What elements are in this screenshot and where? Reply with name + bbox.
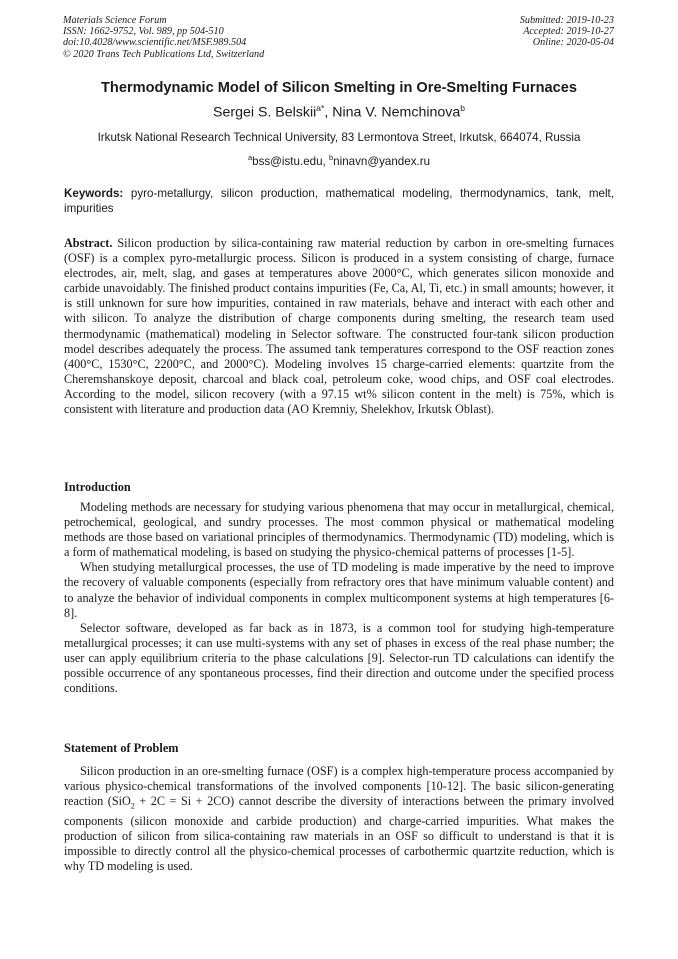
formula-sio: SiO (111, 794, 131, 809)
author-1-affil-marker: a* (316, 103, 325, 113)
keywords-block (64, 186, 614, 216)
email-a[interactable]: bss@istu.edu (252, 154, 323, 168)
author-separator: , (324, 104, 333, 121)
author-1: Sergei S. Belskii (213, 104, 317, 121)
reaction-formula (111, 794, 231, 811)
introduction-body (64, 500, 614, 696)
email-b-marker: b (329, 153, 334, 162)
affiliation: Irkutsk National Research Technical University, 83 Lermontova Street, Irkutsk, 664074, Russia (97, 131, 581, 144)
abstract-block (64, 236, 614, 417)
problem-body (64, 764, 614, 874)
email-a-marker: a (247, 153, 253, 162)
problem-heading: Statement of Problem (64, 741, 179, 755)
journal-info (63, 15, 264, 60)
email-line (40, 153, 638, 168)
accepted-date: Accepted: 2019-10-27 (523, 26, 614, 38)
keywords-text: pyro-metallurgy, silicon production, mathematical modeling, thermodynamics, tank, melt, impurities (64, 187, 614, 215)
publication-dates (520, 15, 614, 49)
problem-paragraph-1 (64, 764, 614, 874)
introduction-paragraph-1: Modeling methods are necessary for studying various phenomena that may occur in metallurgical, chemical, petrochemical, geological, and sundry processes. The most common physical or mathematical modeling methods are those based on variational principles of thermodynamics. Thermodynamic (TD) modeling, which is a form of mathematical modeling, is based on studying the physico-chemical patterns of processes [1-5]. (64, 500, 614, 560)
journal-issn: ISSN: 1662-9752, Vol. 989, pp 504-510 (63, 26, 224, 38)
keywords-label: Keywords: (64, 187, 124, 200)
online-date: Online: 2020-05-04 (532, 37, 614, 49)
introduction-heading: Introduction (64, 480, 131, 494)
abstract-label: Abstract. (64, 236, 113, 250)
author-2-affil-marker: b (460, 103, 465, 113)
formula-subscript: 2 (130, 801, 135, 811)
email-b[interactable]: ninavn@yandex.ru (333, 154, 431, 168)
abstract-text: Silicon production by silica-containing raw material reduction by carbon in ore-smelting furnaces (OSF) is a complex pyro-metallurgic process. Silicon is produced in a system consisting of charge, furnace electrodes, air, melt, slag, and gases at temperatures above 2000°C, which generates silicon monoxide and carbide unavoidably. The finished product contains impurities (Fe, Ca, Al, Ti, etc.) in small amounts; however, it is still unknown for sure how impurities, contained in raw materials, behave and interact with each other and with silicon. To analyze the distribution of charge components during smelting, the research team used thermodynamic (mathematical) modeling in Selector software. The constructed four-tank silicon production model describes adequately the process. The assumed tank temperatures correspond to the OSF reaction zones (400°C, 1530°C, 2200°C, and 2000°C). Modeling involves 15 charge-carried elements: quartzite from the Cheremshanskoye deposit, charcoal and black coal, petroleum coke, wood chips, and OSF coal electrodes. According to the model, silicon recovery (with a 97.15 wt% silicon content in the melt) is 75%, which is consistent with literature and production data (AO Kremniy, Shelekhov, Irkutsk Oblast). (64, 236, 615, 417)
journal-doi: doi:10.4028/www.scientific.net/MSF.989.504 (63, 37, 247, 49)
paper-title: Thermodynamic Model of Silicon Smelting in Ore-Smelting Furnaces (101, 80, 577, 96)
problem-text-b: ) cannot describe the diversity of interactions between the primary involved components (silicon monoxide and carbide production) and charge-carried impurities. What makes the production of silicon from silica-containing raw materials in an OSF so difficult to understand is that it is impossible to directly control all the physico-chemical processes of carbothermic quartzite reduction, which is why TD modeling is used. (64, 794, 615, 873)
problem-text-a: Silicon production in an ore-smelting furnace (OSF) is a complex high-temperature process accompanied by various physico-chemical transformations of the involved components [10-12]. The basic silicon-generating reaction ( (64, 764, 614, 809)
author-2: Nina V. Nemchinova (332, 104, 461, 121)
copyright-line: © 2020 Trans Tech Publications Ltd, Switzerland (63, 48, 265, 60)
submitted-date: Submitted: 2019-10-23 (519, 15, 614, 26)
introduction-paragraph-2: When studying metallurgical processes, the use of TD modeling is made imperative by the need to improve the recovery of valuable components (especially from refractory ores that have minimum valuable content) and to analyze the behavior of individual components in complex multicomponent systems at high temperatures [6-8]. (64, 560, 614, 620)
email-separator: , (322, 154, 329, 168)
journal-name: Materials Science Forum (63, 15, 167, 26)
introduction-paragraph-3: Selector software, developed as far back as in 1873, is a common tool for studying high-temperature metallurgical processes; it can use multi-systems with any set of phases in excess of the real phase number; the user can apply equilibrium criteria to the phase calculations [9]. Selector-run TD calculations can identify the possible occurrence of any spontaneous processes, find their direction and outcome under the specified process conditions. (64, 620, 614, 696)
author-line (40, 103, 638, 121)
formula-rest: + 2C = Si + 2CO (134, 794, 231, 809)
